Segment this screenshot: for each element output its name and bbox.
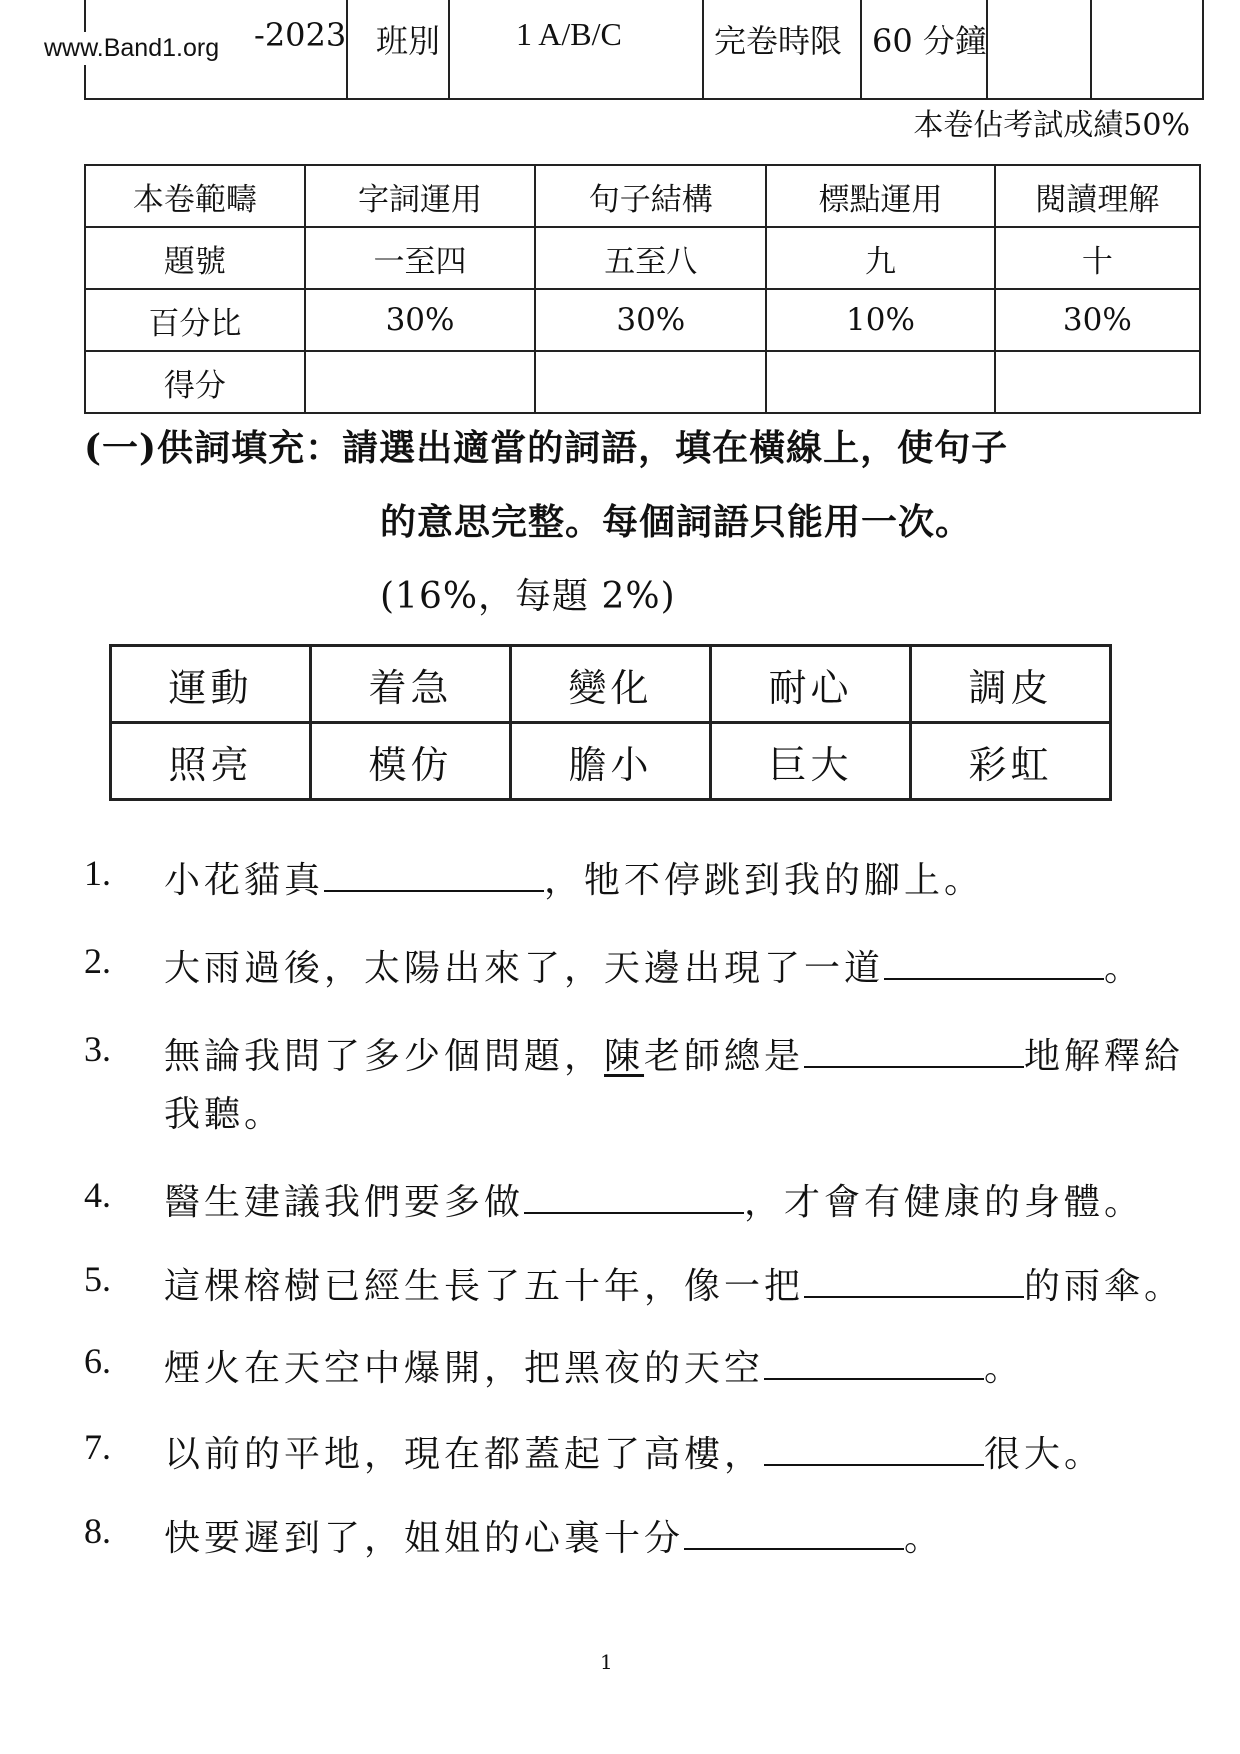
question-number: 3. bbox=[84, 1029, 111, 1069]
exam-weight-note: 本卷佔考試成績50% bbox=[913, 108, 1190, 143]
scope-cell: 本卷範疇 bbox=[85, 165, 305, 227]
table-row bbox=[111, 723, 1111, 800]
question-5: 5. 這棵榕樹已經生長了五十年，像一把 的雨傘。 bbox=[84, 1259, 1185, 1307]
exam-header bbox=[84, 0, 1204, 100]
scope-cell: 10% bbox=[766, 289, 995, 351]
scope-cell: 五至八 bbox=[535, 227, 766, 289]
question-6: 6. 煙火在天空中爆開，把黑夜的天空 。 bbox=[84, 1341, 1025, 1389]
word-bank-cell: 彩虹 bbox=[911, 723, 1111, 800]
scope-cell: 標點運用 bbox=[766, 165, 995, 227]
answer-blank[interactable] bbox=[324, 860, 544, 892]
question-number: 7. bbox=[84, 1427, 111, 1467]
word-bank-cell: 調皮 bbox=[911, 646, 1111, 723]
question-number: 4. bbox=[84, 1175, 111, 1215]
page-number: 1 bbox=[600, 1650, 613, 1674]
time-limit-value: 60 分鐘 bbox=[872, 22, 987, 60]
scope-cell: 30% bbox=[535, 289, 766, 351]
answer-blank[interactable] bbox=[764, 1348, 984, 1380]
section-title-line1: (一)供詞填充：請選出適當的詞語，填在橫線上，使句子 bbox=[84, 427, 1009, 469]
proper-noun-underlined: 陳 bbox=[604, 1036, 645, 1077]
scope-cell: 題號 bbox=[85, 227, 305, 289]
exam-year: -2023 bbox=[254, 16, 347, 54]
scope-cell: 得分 bbox=[85, 351, 305, 413]
question-number: 2. bbox=[84, 941, 111, 981]
scope-cell bbox=[535, 351, 766, 413]
table-row bbox=[111, 646, 1111, 723]
table-row bbox=[85, 351, 1200, 413]
question-8: 8. 快要遲到了，姐姐的心裏十分 。 bbox=[84, 1511, 945, 1559]
scope-cell: 十 bbox=[995, 227, 1200, 289]
question-number: 1. bbox=[84, 853, 111, 893]
question-2: 2. 大雨過後，太陽出來了，天邊出現了一道 。 bbox=[84, 941, 1145, 989]
answer-blank[interactable] bbox=[804, 1266, 1024, 1298]
answer-blank[interactable] bbox=[684, 1518, 904, 1550]
scope-cell: 句子結構 bbox=[535, 165, 766, 227]
table-row bbox=[85, 289, 1200, 351]
word-bank-cell: 變化 bbox=[511, 646, 711, 723]
word-bank-table bbox=[109, 644, 1112, 801]
scope-cell: 百分比 bbox=[85, 289, 305, 351]
answer-blank[interactable] bbox=[524, 1182, 744, 1214]
question-number: 5. bbox=[84, 1259, 111, 1299]
table-row bbox=[85, 227, 1200, 289]
question-number: 8. bbox=[84, 1511, 111, 1551]
scope-cell: 閱讀理解 bbox=[995, 165, 1200, 227]
section-title-line2: 的意思完整。每個詞語只能用一次。 bbox=[380, 501, 973, 543]
table-row bbox=[85, 165, 1200, 227]
time-limit-label: 完卷時限 bbox=[714, 22, 843, 60]
scope-cell: 一至四 bbox=[305, 227, 536, 289]
scope-cell: 30% bbox=[995, 289, 1200, 351]
question-number: 6. bbox=[84, 1341, 111, 1381]
paper-scope-table bbox=[84, 164, 1201, 414]
question-4: 4. 醫生建議我們要多做 ，才會有健康的身體。 bbox=[84, 1175, 1145, 1223]
scope-cell: 字詞運用 bbox=[305, 165, 536, 227]
scope-cell: 九 bbox=[766, 227, 995, 289]
question-3: 3. 無論我問了多少個問題，陳老師總是 地解釋給 我聽。 bbox=[84, 1029, 1185, 1135]
word-bank-cell: 模仿 bbox=[311, 723, 511, 800]
word-bank-cell: 耐心 bbox=[711, 646, 911, 723]
answer-blank[interactable] bbox=[764, 1434, 984, 1466]
question-7: 7. 以前的平地，現在都蓋起了高樓， 很大。 bbox=[84, 1427, 1105, 1475]
word-bank-cell: 運動 bbox=[111, 646, 311, 723]
section-title-marks: (16%，每題 2%) bbox=[380, 576, 676, 617]
scope-cell bbox=[995, 351, 1200, 413]
scope-cell: 30% bbox=[305, 289, 536, 351]
word-bank-cell: 着急 bbox=[311, 646, 511, 723]
class-label: 班別 bbox=[376, 22, 441, 60]
word-bank-cell: 膽小 bbox=[511, 723, 711, 800]
class-value: 1 A/B/C bbox=[516, 16, 622, 52]
scope-cell bbox=[305, 351, 536, 413]
answer-blank[interactable] bbox=[804, 1036, 1024, 1068]
question-1: 1. 小花貓真 ，牠不停跳到我的腳上。 bbox=[84, 853, 985, 901]
scope-cell bbox=[766, 351, 995, 413]
word-bank-cell: 巨大 bbox=[711, 723, 911, 800]
answer-blank[interactable] bbox=[884, 948, 1104, 980]
watermark-text: www.Band1.org bbox=[40, 32, 223, 65]
word-bank-cell: 照亮 bbox=[111, 723, 311, 800]
